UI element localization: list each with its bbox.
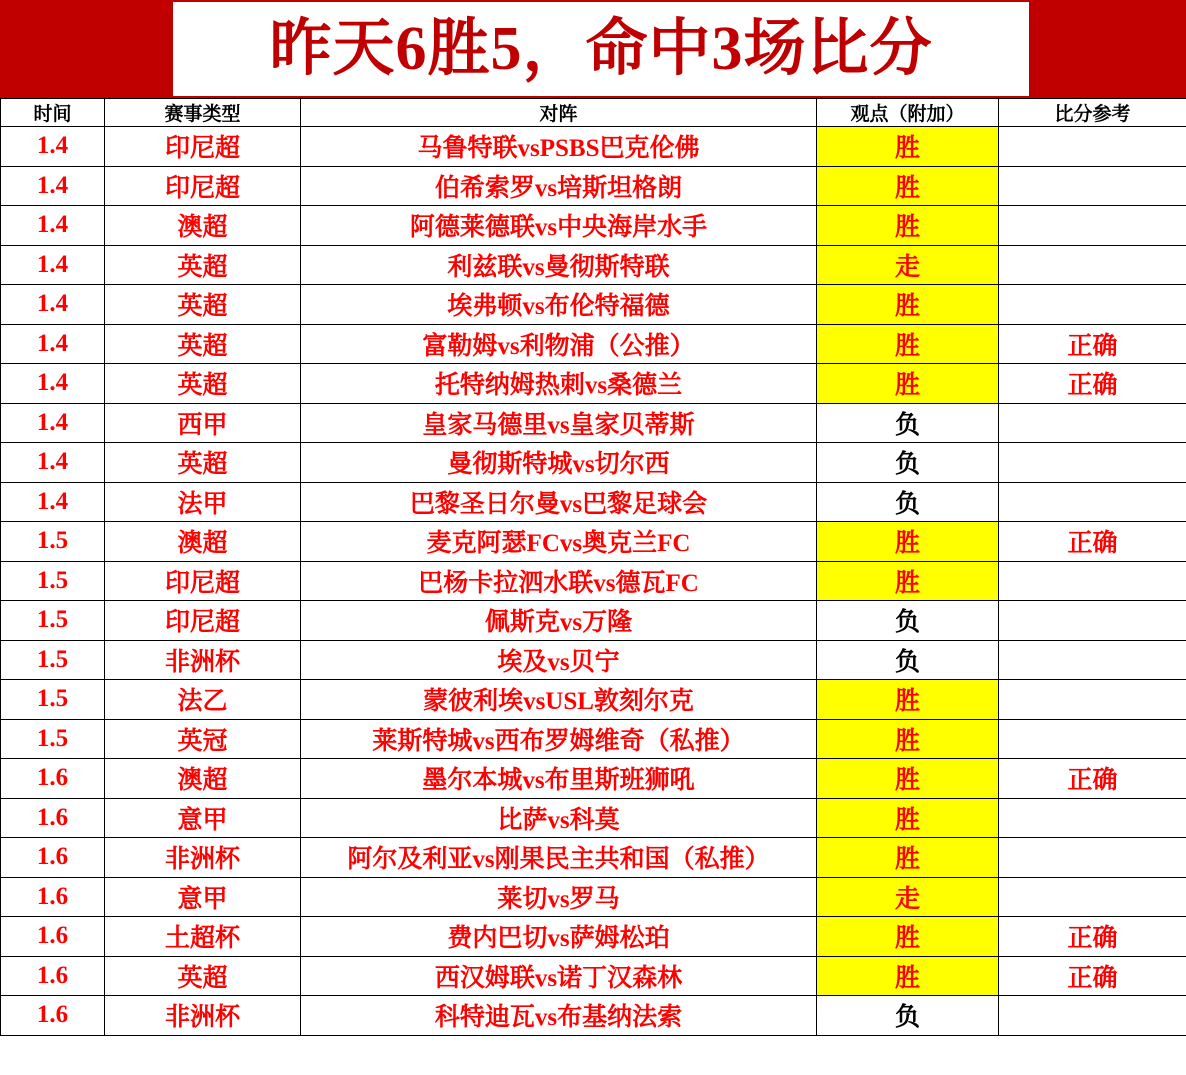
- cell-league: 意甲: [105, 798, 301, 838]
- cell-time: 1.6: [1, 996, 105, 1036]
- cell-view: 胜: [817, 324, 999, 364]
- cell-league: 澳超: [105, 206, 301, 246]
- cell-match: 马鲁特联vsPSBS巴克伦佛: [301, 127, 817, 167]
- cell-league: 印尼超: [105, 561, 301, 601]
- cell-league: 土超杯: [105, 917, 301, 957]
- cell-time: 1.6: [1, 759, 105, 799]
- cell-match: 皇家马德里vs皇家贝蒂斯: [301, 403, 817, 443]
- cell-score: [999, 680, 1186, 720]
- table-row: [1, 364, 1186, 404]
- banner: [0, 0, 1186, 98]
- table-row: [1, 838, 1186, 878]
- cell-time: 1.6: [1, 838, 105, 878]
- cell-match: 利兹联vs曼彻斯特联: [301, 245, 817, 285]
- table-row: [1, 956, 1186, 996]
- cell-score: 正确: [999, 364, 1186, 404]
- cell-view: 胜: [817, 166, 999, 206]
- cell-time: 1.6: [1, 798, 105, 838]
- cell-score: [999, 206, 1186, 246]
- table-row: [1, 798, 1186, 838]
- cell-time: 1.5: [1, 719, 105, 759]
- table-row: [1, 561, 1186, 601]
- cell-score: [999, 127, 1186, 167]
- table-row: [1, 482, 1186, 522]
- cell-view: 胜: [817, 719, 999, 759]
- cell-match: 托特纳姆热刺vs桑德兰: [301, 364, 817, 404]
- column-header-score: 比分参考: [999, 99, 1186, 127]
- table-row: [1, 522, 1186, 562]
- cell-time: 1.4: [1, 443, 105, 483]
- cell-score: 正确: [999, 522, 1186, 562]
- cell-match: 莱切vs罗马: [301, 877, 817, 917]
- table-row: [1, 640, 1186, 680]
- table-row: [1, 759, 1186, 799]
- cell-match: 埃弗顿vs布伦特福德: [301, 285, 817, 325]
- cell-time: 1.5: [1, 640, 105, 680]
- cell-score: [999, 640, 1186, 680]
- cell-league: 英超: [105, 245, 301, 285]
- cell-time: 1.5: [1, 561, 105, 601]
- cell-match: 西汉姆联vs诺丁汉森林: [301, 956, 817, 996]
- cell-time: 1.4: [1, 127, 105, 167]
- cell-view: 走: [817, 877, 999, 917]
- cell-score: 正确: [999, 759, 1186, 799]
- cell-view: 胜: [817, 561, 999, 601]
- cell-score: [999, 482, 1186, 522]
- cell-match: 阿尔及利亚vs刚果民主共和国（私推）: [301, 838, 817, 878]
- cell-league: 法乙: [105, 680, 301, 720]
- cell-score: [999, 285, 1186, 325]
- cell-match: 曼彻斯特城vs切尔西: [301, 443, 817, 483]
- cell-league: 非洲杯: [105, 838, 301, 878]
- cell-score: [999, 996, 1186, 1036]
- cell-view: 胜: [817, 917, 999, 957]
- table-header-row: [1, 99, 1186, 127]
- cell-view: 胜: [817, 285, 999, 325]
- cell-match: 阿德莱德联vs中央海岸水手: [301, 206, 817, 246]
- cell-match: 佩斯克vs万隆: [301, 601, 817, 641]
- cell-match: 墨尔本城vs布里斯班狮吼: [301, 759, 817, 799]
- column-header-time: 时间: [1, 99, 105, 127]
- cell-score: [999, 403, 1186, 443]
- cell-time: 1.5: [1, 680, 105, 720]
- cell-view: 胜: [817, 680, 999, 720]
- cell-time: 1.4: [1, 206, 105, 246]
- table-row: [1, 245, 1186, 285]
- cell-view: 负: [817, 403, 999, 443]
- table-row: [1, 719, 1186, 759]
- cell-score: [999, 877, 1186, 917]
- cell-league: 法甲: [105, 482, 301, 522]
- cell-view: 负: [817, 482, 999, 522]
- cell-score: [999, 443, 1186, 483]
- cell-score: [999, 601, 1186, 641]
- table-row: [1, 324, 1186, 364]
- cell-view: 负: [817, 443, 999, 483]
- cell-time: 1.5: [1, 601, 105, 641]
- cell-league: 非洲杯: [105, 640, 301, 680]
- cell-score: [999, 166, 1186, 206]
- cell-view: 胜: [817, 838, 999, 878]
- cell-view: 胜: [817, 127, 999, 167]
- cell-time: 1.4: [1, 166, 105, 206]
- cell-score: 正确: [999, 917, 1186, 957]
- cell-score: 正确: [999, 324, 1186, 364]
- cell-view: 负: [817, 996, 999, 1036]
- cell-match: 富勒姆vs利物浦（公推）: [301, 324, 817, 364]
- table-row: [1, 601, 1186, 641]
- cell-score: 正确: [999, 956, 1186, 996]
- cell-league: 印尼超: [105, 601, 301, 641]
- cell-league: 澳超: [105, 522, 301, 562]
- table-row: [1, 206, 1186, 246]
- cell-score: [999, 838, 1186, 878]
- cell-league: 澳超: [105, 759, 301, 799]
- cell-view: 胜: [817, 522, 999, 562]
- cell-score: [999, 719, 1186, 759]
- banner-inner: [173, 2, 1029, 96]
- predictions-table: [0, 98, 1186, 1036]
- cell-view: 负: [817, 601, 999, 641]
- cell-view: 走: [817, 245, 999, 285]
- cell-league: 印尼超: [105, 127, 301, 167]
- cell-league: 西甲: [105, 403, 301, 443]
- cell-view: 胜: [817, 798, 999, 838]
- cell-league: 英超: [105, 443, 301, 483]
- table-row: [1, 917, 1186, 957]
- cell-match: 伯希索罗vs培斯坦格朗: [301, 166, 817, 206]
- cell-league: 英超: [105, 364, 301, 404]
- cell-match: 巴黎圣日尔曼vs巴黎足球会: [301, 482, 817, 522]
- cell-view: 胜: [817, 364, 999, 404]
- table-row: [1, 996, 1186, 1036]
- cell-time: 1.4: [1, 482, 105, 522]
- cell-league: 意甲: [105, 877, 301, 917]
- cell-match: 埃及vs贝宁: [301, 640, 817, 680]
- cell-time: 1.4: [1, 285, 105, 325]
- cell-time: 1.5: [1, 522, 105, 562]
- cell-league: 印尼超: [105, 166, 301, 206]
- page-title: 昨天6胜5，命中3场比分: [269, 15, 933, 83]
- cell-view: 胜: [817, 759, 999, 799]
- table-row: [1, 166, 1186, 206]
- column-header-view: 观点（附加）: [817, 99, 999, 127]
- cell-score: [999, 561, 1186, 601]
- cell-match: 科特迪瓦vs布基纳法索: [301, 996, 817, 1036]
- cell-league: 英超: [105, 324, 301, 364]
- table-row: [1, 680, 1186, 720]
- cell-league: 英超: [105, 285, 301, 325]
- table-row: [1, 443, 1186, 483]
- cell-time: 1.4: [1, 324, 105, 364]
- table-row: [1, 127, 1186, 167]
- cell-league: 英冠: [105, 719, 301, 759]
- cell-time: 1.4: [1, 245, 105, 285]
- cell-match: 巴杨卡拉泗水联vs德瓦FC: [301, 561, 817, 601]
- cell-match: 蒙彼利埃vsUSL敦刻尔克: [301, 680, 817, 720]
- cell-time: 1.4: [1, 364, 105, 404]
- cell-score: [999, 798, 1186, 838]
- cell-score: [999, 245, 1186, 285]
- cell-time: 1.6: [1, 877, 105, 917]
- column-header-league: 赛事类型: [105, 99, 301, 127]
- table-row: [1, 403, 1186, 443]
- cell-view: 胜: [817, 206, 999, 246]
- table-body: [1, 127, 1186, 1036]
- table-row: [1, 877, 1186, 917]
- cell-match: 麦克阿瑟FCvs奥克兰FC: [301, 522, 817, 562]
- cell-league: 英超: [105, 956, 301, 996]
- cell-time: 1.6: [1, 956, 105, 996]
- cell-time: 1.6: [1, 917, 105, 957]
- cell-time: 1.4: [1, 403, 105, 443]
- cell-match: 比萨vs科莫: [301, 798, 817, 838]
- column-header-match: 对阵: [301, 99, 817, 127]
- cell-match: 费内巴切vs萨姆松珀: [301, 917, 817, 957]
- cell-match: 莱斯特城vs西布罗姆维奇（私推）: [301, 719, 817, 759]
- table-row: [1, 285, 1186, 325]
- cell-view: 负: [817, 640, 999, 680]
- cell-league: 非洲杯: [105, 996, 301, 1036]
- cell-view: 胜: [817, 956, 999, 996]
